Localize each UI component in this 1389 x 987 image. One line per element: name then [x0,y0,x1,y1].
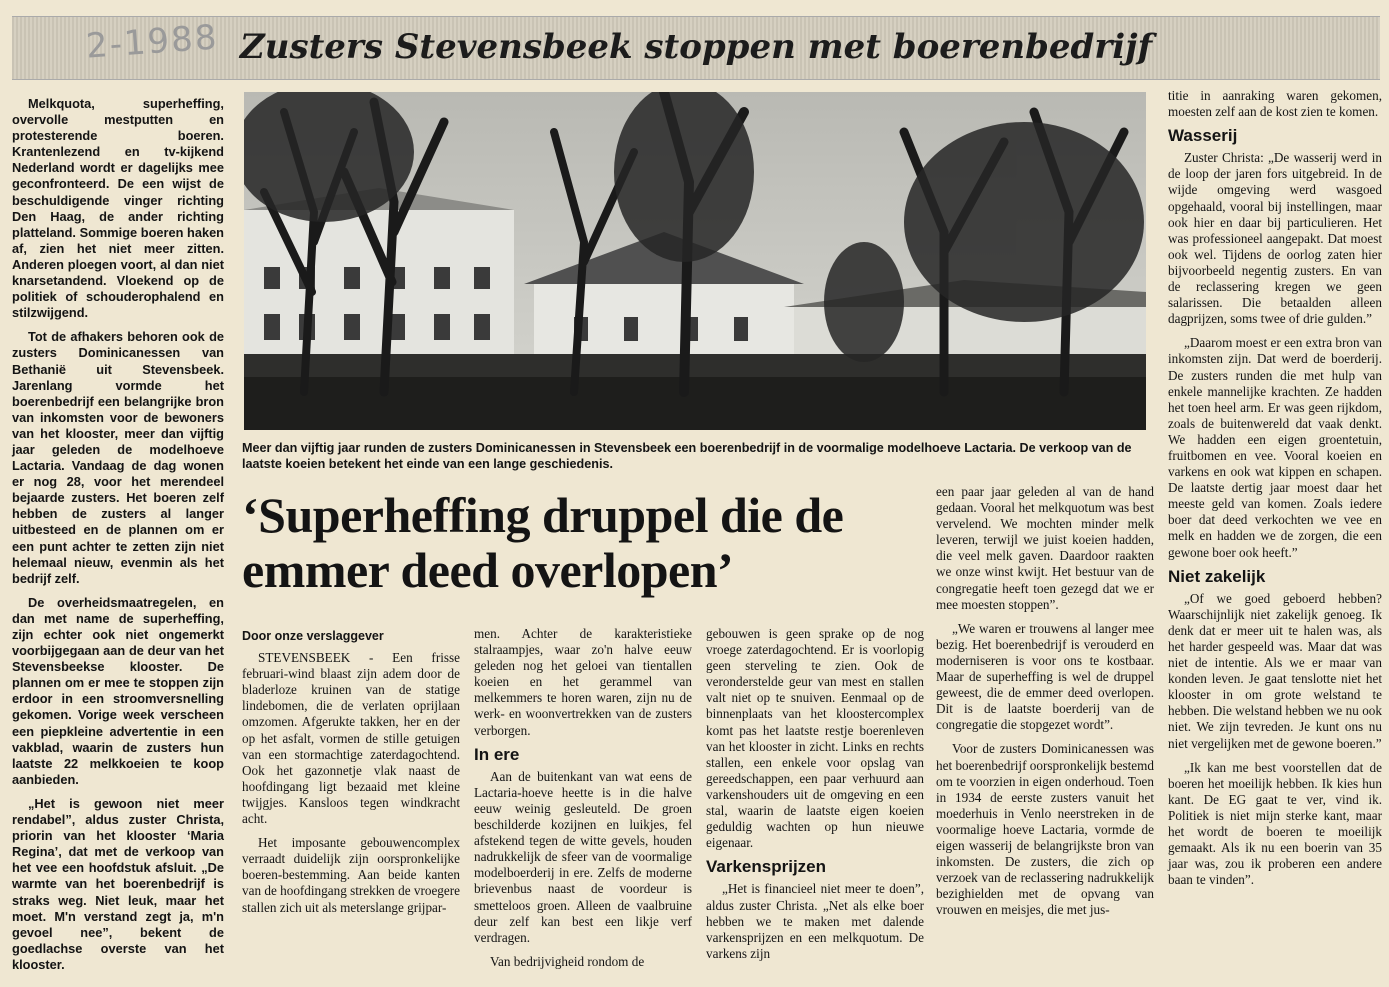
article-paragraph: „Het is financieel niet meer te doen”, aldus zuster Christa. „Net als elke boer hebben we te maken met dalende varkensprijzen en een melkquotum. De varkens zijn [706,881,924,961]
article-paragraph: Voor de zusters Dominicanessen was het boerenbedrijf oorspronkelijk bestemd om te voorzien in eigen onderhoud. Toen in 1934 de eerste zusters vanuit het moederhuis in Venlo neerstreken in de voormalige hoeve Lactaria, vormde de eigen wasserij de belangrijkste bron van inkomsten. De zusters, die zich op verzoek van de reclassering nadrukkelijk bezighielden met de opvang van vrouwen en meisjes, die met jus- [936,741,1154,918]
convent-photo-image [244,92,1146,430]
handwritten-date: 2-1988 [84,17,220,67]
article-paragraph: titie in aanraking waren gekomen, moesten zelf aan de kost zien te komen. [1168,88,1382,120]
photo-caption: Meer dan vijftig jaar runden de zusters Dominicanessen in Stevensbeek een boerenbedrijf in de voormalige modelhoeve Lactaria. De verkoop van de laatste koeien betekent het einde van een lange geschiedenis. [242,441,1132,471]
intro-paragraph: Melkquota, superheffing, overvolle mestputten en protesterende boeren. Krantenlezend en tv-kijkend Nederland wordt er dagelijks mee geconfronteerd. De een wijst de beschuldigende vinger richting Den Haag, de ander richting platteland. Sommige boeren haken af, zien het niet meer zitten. Anderen ploegen voort, al dan niet knarsetandend. Vloekend op de politiek of schouderophalend en stilzwijgend. [12,96,224,321]
article-column-3 [474,626,692,978]
subheading-varkensprijzen: Varkensprijzen [706,857,827,877]
subheading-in-ere: In ere [474,744,520,764]
article-photo [244,92,1146,430]
article-paragraph: „Ik kan me best voorstellen dat de boeren het moeilijk hebben. Ik kies hun kant. De EG gaat te ver, vind ik. Politiek is niet mijn sterke kant, maar het wordt de boeren te moeilijk gemaakt. Als ik nu een boerin van 35 jaar was, zou ik proberen een andere baan te vinden”. [1168,759,1382,888]
intro-paragraph: De overheidsmaatregelen, en dan met name de superheffing, zijn echter ook niet ongemerkt voorbijgegaan aan de deur van het Stevensbeekse klooster. De plannen om er mee te stoppen zijn erdoor in een stroomversnelling gekomen. Vorige week verscheen een piepkleine advertentie in een vakblad, waarin de zusters hun laatste 22 melkkoeien te koop aanbieden. [12,594,224,787]
article-title: ‘Superheffing druppel die de emmer deed overlopen’ [242,487,844,598]
subheading-wasserij: Wasserij [1168,126,1238,146]
article-paragraph: Aan de buitenkant van wat eens de Lactaria-hoeve heette is in die halve eeuw weinig gesleuteld. De groen beschilderde kozijnen en luikjes, fel afstekend tegen de witte gevels, houden nadrukkelijk de sfeer van de voormalige modelboerderij in ere. Zelfs de moderne brievenbus naast de voordeur is smetteloos groen. Alleen de vaalbruine deur zelf kan best een likje verf verdragen. [474,768,692,945]
article-column-6 [1168,88,1382,896]
article-paragraph: een paar jaar geleden al van de hand gedaan. Vooral het melkquotum was best vervelend. We mochten minder melk leveren, terwijl we juist koeien hadden, die veel melk gaven. Daardoor raakten we onze winst kwijt. Het bestuur van de congregatie heeft toen gezegd dat we er mee moesten stoppen”. [936,484,1154,612]
article-column-4 [706,626,924,970]
article-paragraph: Van bedrijvigheid rondom de [490,953,645,969]
article-paragraph: men. Achter de karakteristieke stalraampjes, waar zo'n halve eeuw geleden nog het geloei van tientallen koeien en het gerammel van melkemmers te horen waren, zijn nu de werk- en woonvertrekken van de zusters verborgen. [474,626,692,738]
article-column-2 [242,629,460,924]
article-column-5 [936,484,1154,926]
article-paragraph: Zuster Christa: „De wasserij werd in de loop der jaren fors uitgebreid. In de wijde omgeving werd wasgoed opgehaald, vooral bij instellingen, maar ook hier en daar bij particulieren. Het was professioneel aangepakt. Dat moest ook wel. Tijdens de oorlog zaten hier bijvoorbeeld negentig zusters. En van de reclassering kregen we geen salarissen. Die betaalden alleen dagprijzen, soms twee of drie gulden.” [1168,150,1382,327]
subheading-niet-zakelijk: Niet zakelijk [1168,566,1266,586]
intro-column [12,96,224,981]
intro-paragraph: Tot de afhakers behoren ook de zusters Dominicanessen van Bethanië uit Stevensbeek. Jarenlang vormde het boerenbedrijf een belangrijke bron van inkomsten voor de bewoners van het klooster, meer dan vijftig jaar geleden de modelhoeve Lactaria. Vandaag de dag wonen er nog 28, voor het merendeel bejaarde zusters. Het boeren zelf hebben de zusters al langer uitbesteed en de plannen om er een punt achter te zetten zijn niet helemaal nieuw, evenmin als het bedrijf zelf. [12,329,224,586]
article-paragraph: gebouwen is geen sprake op de nog vroege zaterdagochtend. Er is voorlopig geen sterveling te zien. Ook de veronderstelde geur van mest en stallen valt niet op te snuiven. Eenmaal op de binnenplaats van het kloostercomplex komt pas het laatste restje boerenleven van het klooster in zicht. Links en rechts stallen, een enkele voor opslag van gereedschappen, een paar verhuurd aan varkenshouders uit de omgeving en een stal, waarin de laatste eigen koeien geduldig wachten op hun nieuwe eigenaar. [706,626,924,851]
article-paragraph: Het imposante gebouwencomplex verraadt duidelijk zijn oorspronkelijke boeren-bestemming. Aan beide kanten van de hoofdingang strekken de vroegere stallen zich uit als meterslange grijpar- [242,835,460,915]
article-paragraph: STEVENSBEEK - Een frisse februari-wind blaast zijn adem door de bladerloze kruinen van de statige lindebomen, die de verlaten oprijlaan omzomen. Afgerukte takken, her en der op het asfalt, vormen de stille getuigen van een stormachtige zaterdagochtend. Ook het gazonnetje vlak naast de hoofdingang ligt bezaaid met kleine twijgjes. Kansloos tegen windkracht acht. [242,650,460,827]
article-paragraph: „Daarom moest er een extra bron van inkomsten zijn. Dat werd de boerderij. De zusters runden die met hulp van enkele mannelijke krachten. Ze hadden het toen heel arm. Er was geen rijkdom, zoals de buitenwereld dat vaak denkt. We hadden een eigen groentetuin, fruitbomen en vee. Vooral koeien en varkens en ook wat kippen en schapen. De laatste dertig jaar moest daar het meeste geld van komen. Zoals iedere boer dat deed verkochten we vee en melk en hadden we de zorgen, die een gewone boer ook heeft.” [1168,335,1382,560]
headline: Zusters Stevensbeek stoppen met boerenbedrijf [239,27,1153,67]
article-paragraph: „We waren er trouwens al langer mee bezig. Het boerenbedrijf is verouderd en moderniseren is voor ons te kostbaar. Maar de superheffing is wel de druppel geweest, die de emmer deed overlopen. Dit is de laatste boerderij van de congregatie die stopgezet wordt”. [936,620,1154,733]
intro-paragraph: „Het is gewoon niet meer rendabel”, aldus zuster Christa, priorin van het klooster ‘Maria Regina’, dat met de verkoop van het vee een hoofdstuk afsluit. „De warmte van het boerenbedrijf is straks weg. Niet leuk, maar het moet. M'n verstand zegt ja, m'n gevoel nee”, bekent de goedlachse overste van het klooster. [12,795,224,972]
byline: Door onze verslaggever [242,629,384,643]
article-paragraph: „Of we goed geboerd hebben? Waarschijnlijk niet zakelijk genoeg. Ik denk dat er meer uit te halen was, als het harder gespeeld was. Maar dat was niet de intentie. Als we er maar van konden leven. Je gaat tenslotte niet het klooster in om grote welstand te hebben. Die welstand hebben we nu ook niet. We zijn tevreden. Je kunt ons nu niet vergelijken met de gewone boeren.” [1168,590,1382,751]
